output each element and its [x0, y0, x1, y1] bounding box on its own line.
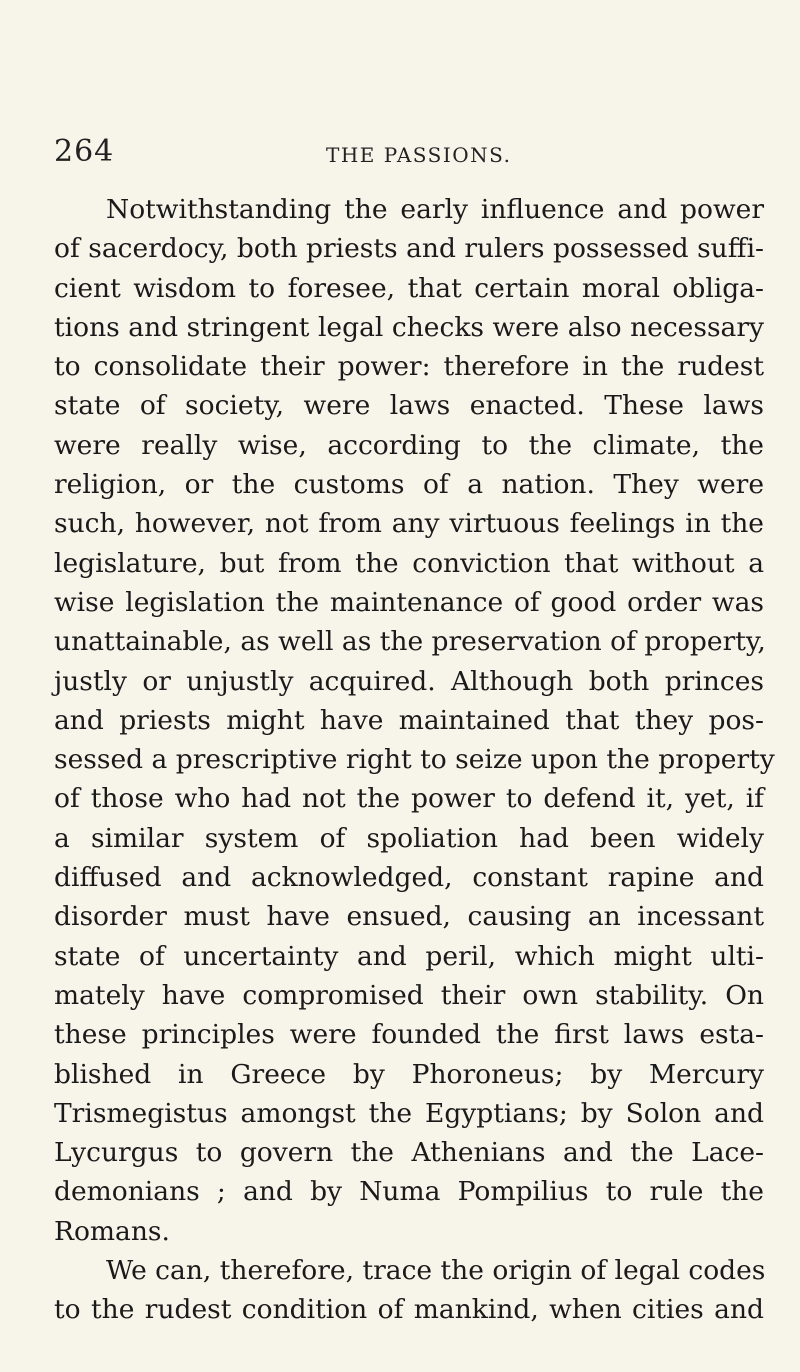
text-line: to consolidate their power: therefore in the rudest [54, 351, 764, 383]
text-line: mately have compromised their own stability. On [54, 979, 764, 1011]
text-line: blished in Greece by Phoroneus; by Mercury [54, 1058, 764, 1090]
text-line: unattainable, as well as the preservation of property, [54, 626, 766, 658]
text-line: such, however, not from any virtuous feelings in the [54, 508, 764, 540]
page-number: 264 [54, 134, 115, 169]
text-line: cient wisdom to foresee, that certain moral obliga- [54, 272, 764, 304]
text-line: demonians ; and by Numa Pompilius to rule the [54, 1176, 764, 1208]
text-line: legislature, but from the conviction that without a [54, 547, 764, 579]
text-line: were really wise, according to the climate, the [54, 429, 764, 461]
text-line: disorder must have ensued, causing an incessant [54, 901, 764, 933]
text-line: religion, or the customs of a nation. They were [54, 469, 764, 501]
body-text [54, 190, 775, 1330]
text-line: of sacerdocy, both priests and rulers possessed suffi- [54, 233, 764, 265]
text-line: wise legislation the maintenance of good order was [54, 586, 764, 618]
text-line: Romans. [54, 1215, 170, 1247]
text-line: a similar system of spoliation had been widely [54, 822, 764, 854]
text-line: Notwithstanding the early influence and power [106, 194, 764, 225]
text-line: We can, therefore, trace the origin of legal codes [106, 1255, 766, 1287]
text-line: sessed a prescriptive right to seize upon the property [54, 744, 775, 776]
running-head [54, 134, 674, 170]
text-line: justly or unjustly acquired. Although both princes [54, 665, 764, 697]
text-line: and priests might have maintained that they pos- [54, 704, 764, 736]
text-line: diffused and acknowledged, constant rapine and [54, 862, 764, 894]
text-line: Lycurgus to govern the Athenians and the Lace- [54, 1137, 764, 1169]
text-line: to the rudest condition of mankind, when cities and [54, 1294, 764, 1326]
running-title: THE PASSIONS. [326, 143, 512, 167]
text-line: state of society, were laws enacted. These laws [54, 390, 764, 422]
text-line: tions and stringent legal checks were also necessary [54, 311, 764, 343]
text-line: these principles were founded the first laws esta- [54, 1019, 764, 1051]
text-line: of those who had not the power to defend it, yet, if [54, 783, 764, 815]
text-line: state of uncertainty and peril, which might ulti- [54, 940, 764, 972]
text-line: Trismegistus amongst the Egyptians; by Solon and [54, 1097, 764, 1129]
